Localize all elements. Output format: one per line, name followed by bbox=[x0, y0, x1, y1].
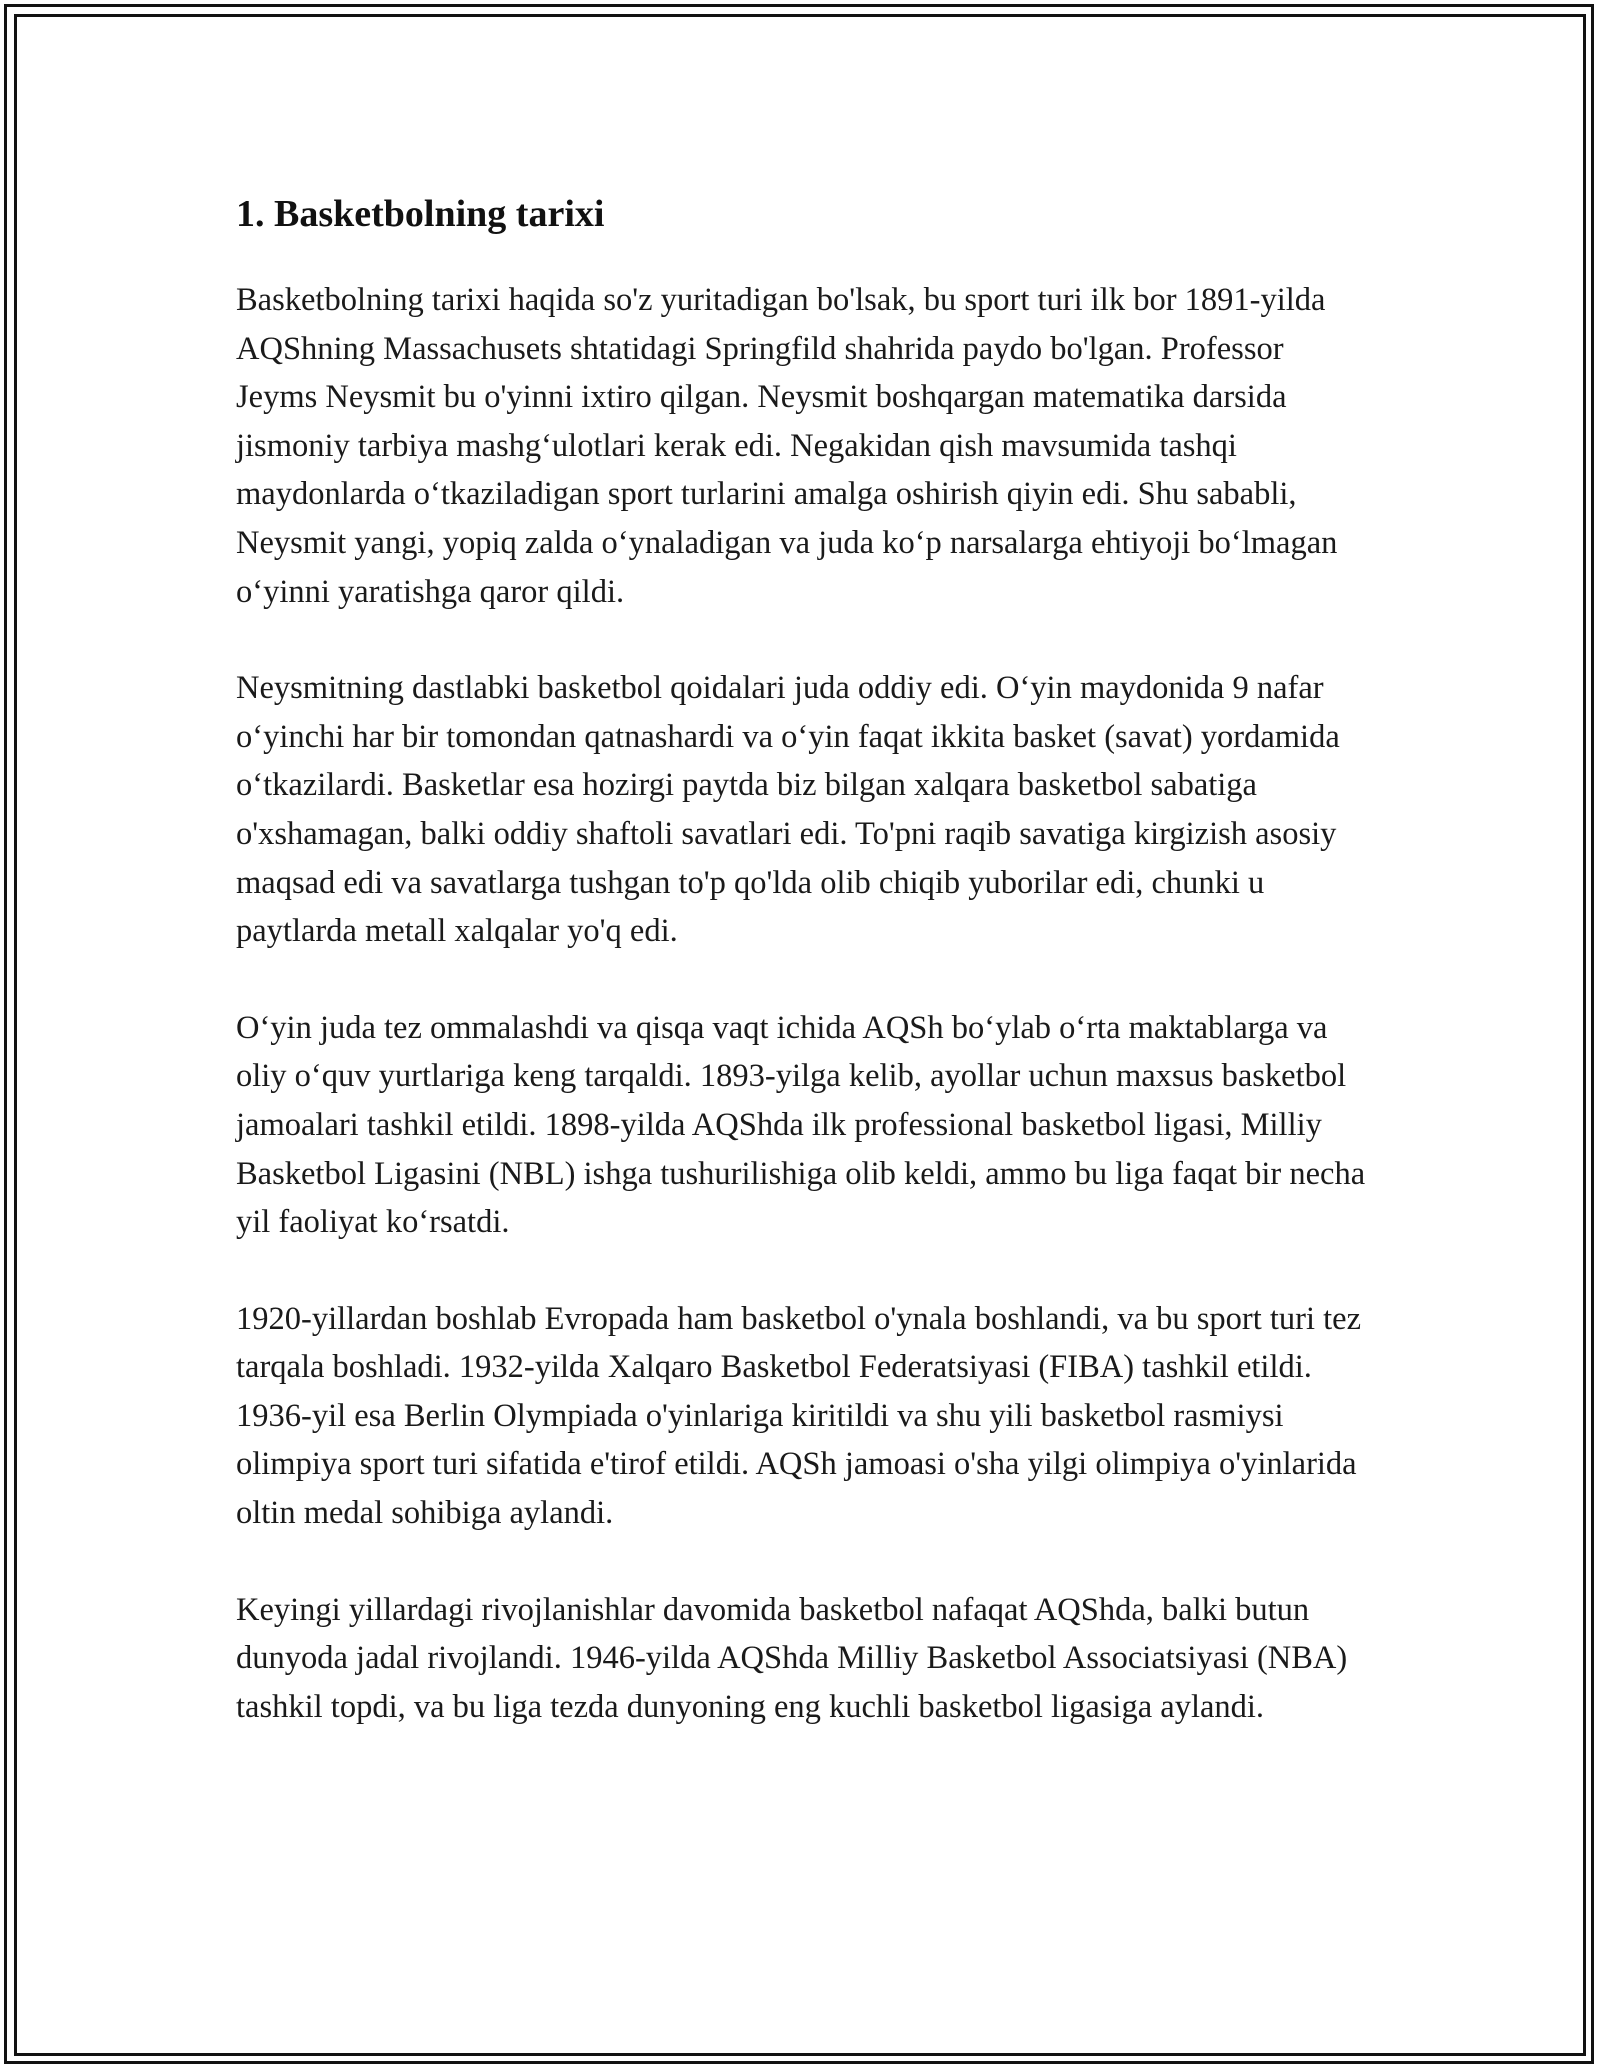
paragraph-popularization: O‘yin juda tez ommalashdi va qisqa vaqt ichida AQSh bo‘ylab o‘rta maktablarga va oliy o‘quv yurtlariga keng tarqaldi. 1893-yilga kelib, ayollar uchun maxsus basketbol jamoalari tashkil etildi. 1898-yilda AQShda ilk professional basketbol ligasi, Milliy Basketbol Ligasini (NBL) ishga tushurilishiga olib keldi, ammo bu liga faqat bir necha yil faoliyat ko‘rsatdi. bbox=[236, 1009, 1366, 1241]
paragraph-history-origin: Basketbolning tarixi haqida so'z yuritadigan bo'lsak, bu sport turi ilk bor 1891-yilda AQShning Massachusets shtatidagi Springfild shahrida paydo bo'lgan. Professor Jeyms Neysmit bu o'yinni ixtiro qilgan. Neysmit boshqargan matematika darsida jismoniy tarbiya mashg‘ulotlari kerak edi. Negakidan qish mavsumida tashqi maydonlarda o‘tkaziladigan sport turlarini amalga oshirish qiyin edi. Shu sababli, Neysmit yangi, yopiq zalda o‘ynaladigan va juda ko‘p narsalarga ehtiyoji bo‘lmagan o‘yinni yaratishga qaror qildi. bbox=[236, 282, 1338, 610]
document-body bbox=[236, 186, 1366, 1779]
section-heading: 1. Basketbolning tarixi bbox=[236, 193, 605, 235]
paragraph-europe-fiba: 1920-yillardan boshlab Evropada ham basketbol o'ynala boshlandi, va bu sport turi tez tarqala boshladi. 1932-yilda Xalqaro Basketbol Federatsiyasi (FIBA) tashkil etildi. 1936-yil esa Berlin Olympiada o'yinlariga kiritildi va shu yili basketbol rasmiysi olimpiya sport turi sifatida e'tirof etildi. AQSh jamoasi o'sha yilgi olimpiya o'yinlarida oltin medal sohibiga aylandi. bbox=[236, 1300, 1362, 1532]
paragraph-nba: Keyingi yillardagi rivojlanishlar davomida basketbol nafaqat AQShda, balki butun dunyoda jadal rivojlandi. 1946-yilda AQShda Milliy Basketbol Associatsiyasi (NBA) tashkil topdi, va bu liga tezda dunyoning eng kuchli basketbol ligasiga aylandi. bbox=[236, 1591, 1348, 1725]
paragraph-early-rules: Neysmitning dastlabki basketbol qoidalari juda oddiy edi. O‘yin maydonida 9 nafar o‘yinchi har bir tomondan qatnashardi va o‘yin faqat ikkita basket (savat) yordamida o‘tkazilardi. Basketlar esa hozirgi paytda biz bilgan xalqara basketbol sabatiga o'xshamagan, balki oddiy shaftoli savatlari edi. To'pni raqib savatiga kirgizish asosiy maqsad edi va savatlarga tushgan to'p qo'lda olib chiqib yuborilar edi, chunki u paytlarda metall xalqalar yo'q edi. bbox=[236, 670, 1340, 950]
